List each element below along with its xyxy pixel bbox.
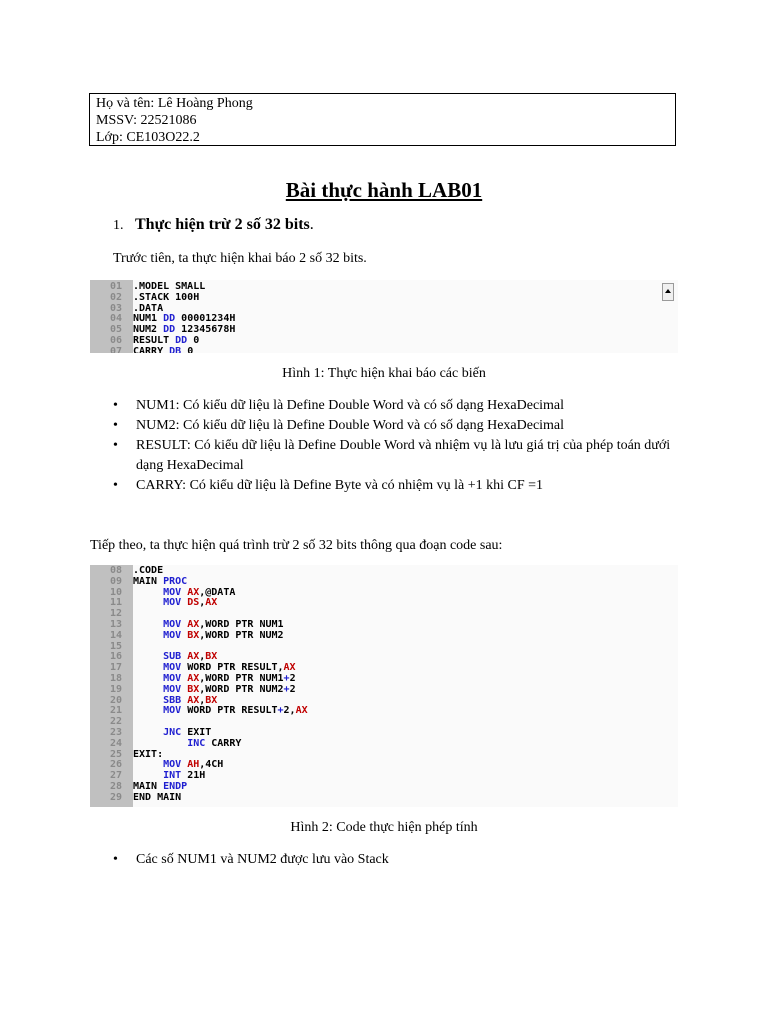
code-token: 2, [283,705,296,717]
stack-note-list [113,850,673,870]
code-token: MOV [163,672,182,684]
code-token [133,759,163,770]
line-number: 01 [110,281,123,292]
code-token: AX [187,651,200,663]
line-number: 27 [110,770,123,782]
code-line [110,293,235,304]
code-token: AX [187,586,200,598]
code-token: NUM1 [133,313,164,325]
code-token: AX [187,672,200,684]
code-token: , [199,694,206,706]
code-token: DD [175,334,188,346]
code-token: BX [205,694,218,706]
code-token: AX [295,705,308,717]
line-number: 25 [110,748,123,760]
code-token: MAIN [133,780,164,792]
code-token [133,673,163,684]
line-number: 18 [110,672,123,684]
line-number: 24 [110,737,123,749]
code-token: AX [283,662,296,674]
code-token: 0 [181,345,194,353]
next-step-paragraph: Tiếp theo, ta thực hiện quá trình trừ 2 số 32 bits thông qua đoạn code sau: [90,538,503,553]
code-token: 2 [289,672,296,684]
code-token: .CODE [133,565,164,576]
code-token: , [199,651,206,663]
code-token [133,630,163,641]
section-title-period: . [309,216,314,233]
line-number: 20 [110,694,123,706]
code-token: CARRY [133,345,170,353]
line-number: 11 [110,597,123,609]
code-token: DD [163,324,176,336]
line-number: 21 [110,705,123,717]
line-number: 28 [110,780,123,792]
code-line [110,631,308,642]
code-line [110,793,308,804]
line-number: 12 [110,608,123,620]
code-token: ,WORD PTR NUM1 [199,672,284,684]
list-item: • RESULT: Có kiểu dữ liệu là Define Double Word và nhiệm vụ là lưu giá trị của phép toán dưới dạng HexaDecimal [113,436,673,476]
code-token: BX [205,651,218,663]
code-token: MOV [163,683,182,695]
code-token: ,WORD PTR NUM1 [199,618,284,630]
code-token: NUM2 [133,324,164,336]
code-token: SBB [163,694,182,706]
code-token [133,695,163,706]
code-screenshot-subtraction [90,565,678,807]
code-token: EXIT [181,726,212,738]
intro-paragraph: Trước tiên, ta thực hiện khai báo 2 số 32 bits. [113,251,367,266]
code-token: ,@DATA [199,586,236,598]
line-number: 15 [110,640,123,652]
code-token: + [283,672,290,684]
code-token: DB [169,345,182,353]
line-number: 16 [110,651,123,663]
code-token: MOV [163,597,182,609]
student-name: Họ và tên: Lê Hoàng Phong [96,96,253,111]
line-number: 06 [110,334,123,346]
code-token: RESULT [133,334,176,346]
code-token: END MAIN [133,791,182,803]
line-number: 19 [110,683,123,695]
code-token: DD [163,313,176,325]
line-number: 07 [110,345,123,353]
line-number: 09 [110,575,123,587]
line-number: 26 [110,759,123,771]
line-number: 02 [110,291,123,303]
code-lines [110,282,235,353]
code-token: AX [187,618,200,630]
code-token [133,619,163,630]
code-token [133,738,187,749]
code-token: + [283,683,290,695]
code-token: MAIN [133,575,164,587]
code-token: MOV [163,662,182,674]
code-token: JNC [163,726,182,738]
code-line [110,706,308,717]
list-item: • CARRY: Có kiểu dữ liệu là Define Byte và có nhiệm vụ là +1 khi CF =1 [113,476,673,496]
code-token [133,662,163,673]
line-number: 13 [110,618,123,630]
scroll-up-arrow-icon[interactable] [662,283,674,301]
code-token: ,WORD PTR NUM2 [199,683,284,695]
line-number: 05 [110,324,123,336]
code-token: 00001234H [175,313,236,325]
student-info-box [89,93,676,146]
variable-description-list [113,396,673,496]
code-token: INC [187,737,206,749]
line-number: 29 [110,791,123,803]
figure-2-caption: Hình 2: Code thực hiện phép tính [290,820,478,835]
code-token: DS [187,597,200,609]
code-line [110,347,235,353]
code-token [133,727,163,738]
code-token: AX [187,694,200,706]
code-token: AH [187,759,200,771]
student-id: MSSV: 22521086 [96,113,197,128]
code-token: 21H [181,770,206,782]
code-lines [110,566,308,804]
line-number: 10 [110,586,123,598]
code-token: WORD PTR RESULT [181,705,278,717]
section-heading [113,216,314,234]
code-token: 12345678H [175,324,236,336]
line-number: 23 [110,726,123,738]
code-token: MOV [163,618,182,630]
line-number: 17 [110,662,123,674]
section-number: 1. [113,218,124,233]
code-token: CARRY [205,737,242,749]
code-token: MOV [163,705,182,717]
code-token: 2 [289,683,296,695]
code-token: MOV [163,586,182,598]
code-token: MOV [163,759,182,771]
code-token: .DATA [133,302,164,314]
line-number: 04 [110,313,123,325]
code-token: ENDP [163,780,188,792]
code-token: BX [187,683,200,695]
code-token: WORD PTR RESULT, [181,662,284,674]
code-token: BX [187,629,200,641]
code-token [133,651,163,662]
code-token [133,597,163,608]
student-class: Lớp: CE103O22.2 [96,130,200,145]
code-token: .MODEL SMALL [133,281,206,292]
section-title: Thực hiện trừ 2 số 32 bits [135,216,310,233]
code-token: + [277,705,284,717]
code-screenshot-declarations [90,280,678,353]
code-token [133,770,163,781]
list-item: • NUM1: Có kiểu dữ liệu là Define Double Word và có số dạng HexaDecimal [113,396,673,416]
code-token: AX [205,597,218,609]
code-token [133,705,163,716]
code-token: , [199,597,206,609]
line-number: 22 [110,716,123,728]
code-token [133,587,163,598]
line-number: 14 [110,629,123,641]
figure-1-caption: Hình 1: Thực hiện khai báo các biến [282,366,486,381]
code-token: PROC [163,575,188,587]
line-number: 08 [110,565,123,576]
code-token: SUB [163,651,182,663]
page-title: Bài thực hành LAB01 [285,178,483,202]
code-token: .STACK 100H [133,291,200,303]
code-token: 0 [187,334,200,346]
code-token: ,4CH [199,759,224,771]
list-item: • Các số NUM1 và NUM2 được lưu vào Stack [113,850,673,870]
code-token: MOV [163,629,182,641]
code-line [110,598,308,609]
list-item: • NUM2: Có kiểu dữ liệu là Define Double Word và có số dạng HexaDecimal [113,416,673,436]
code-token: EXIT: [133,748,164,760]
code-token: ,WORD PTR NUM2 [199,629,284,641]
code-token [133,684,163,695]
line-number: 03 [110,302,123,314]
code-token: INT [163,770,182,782]
